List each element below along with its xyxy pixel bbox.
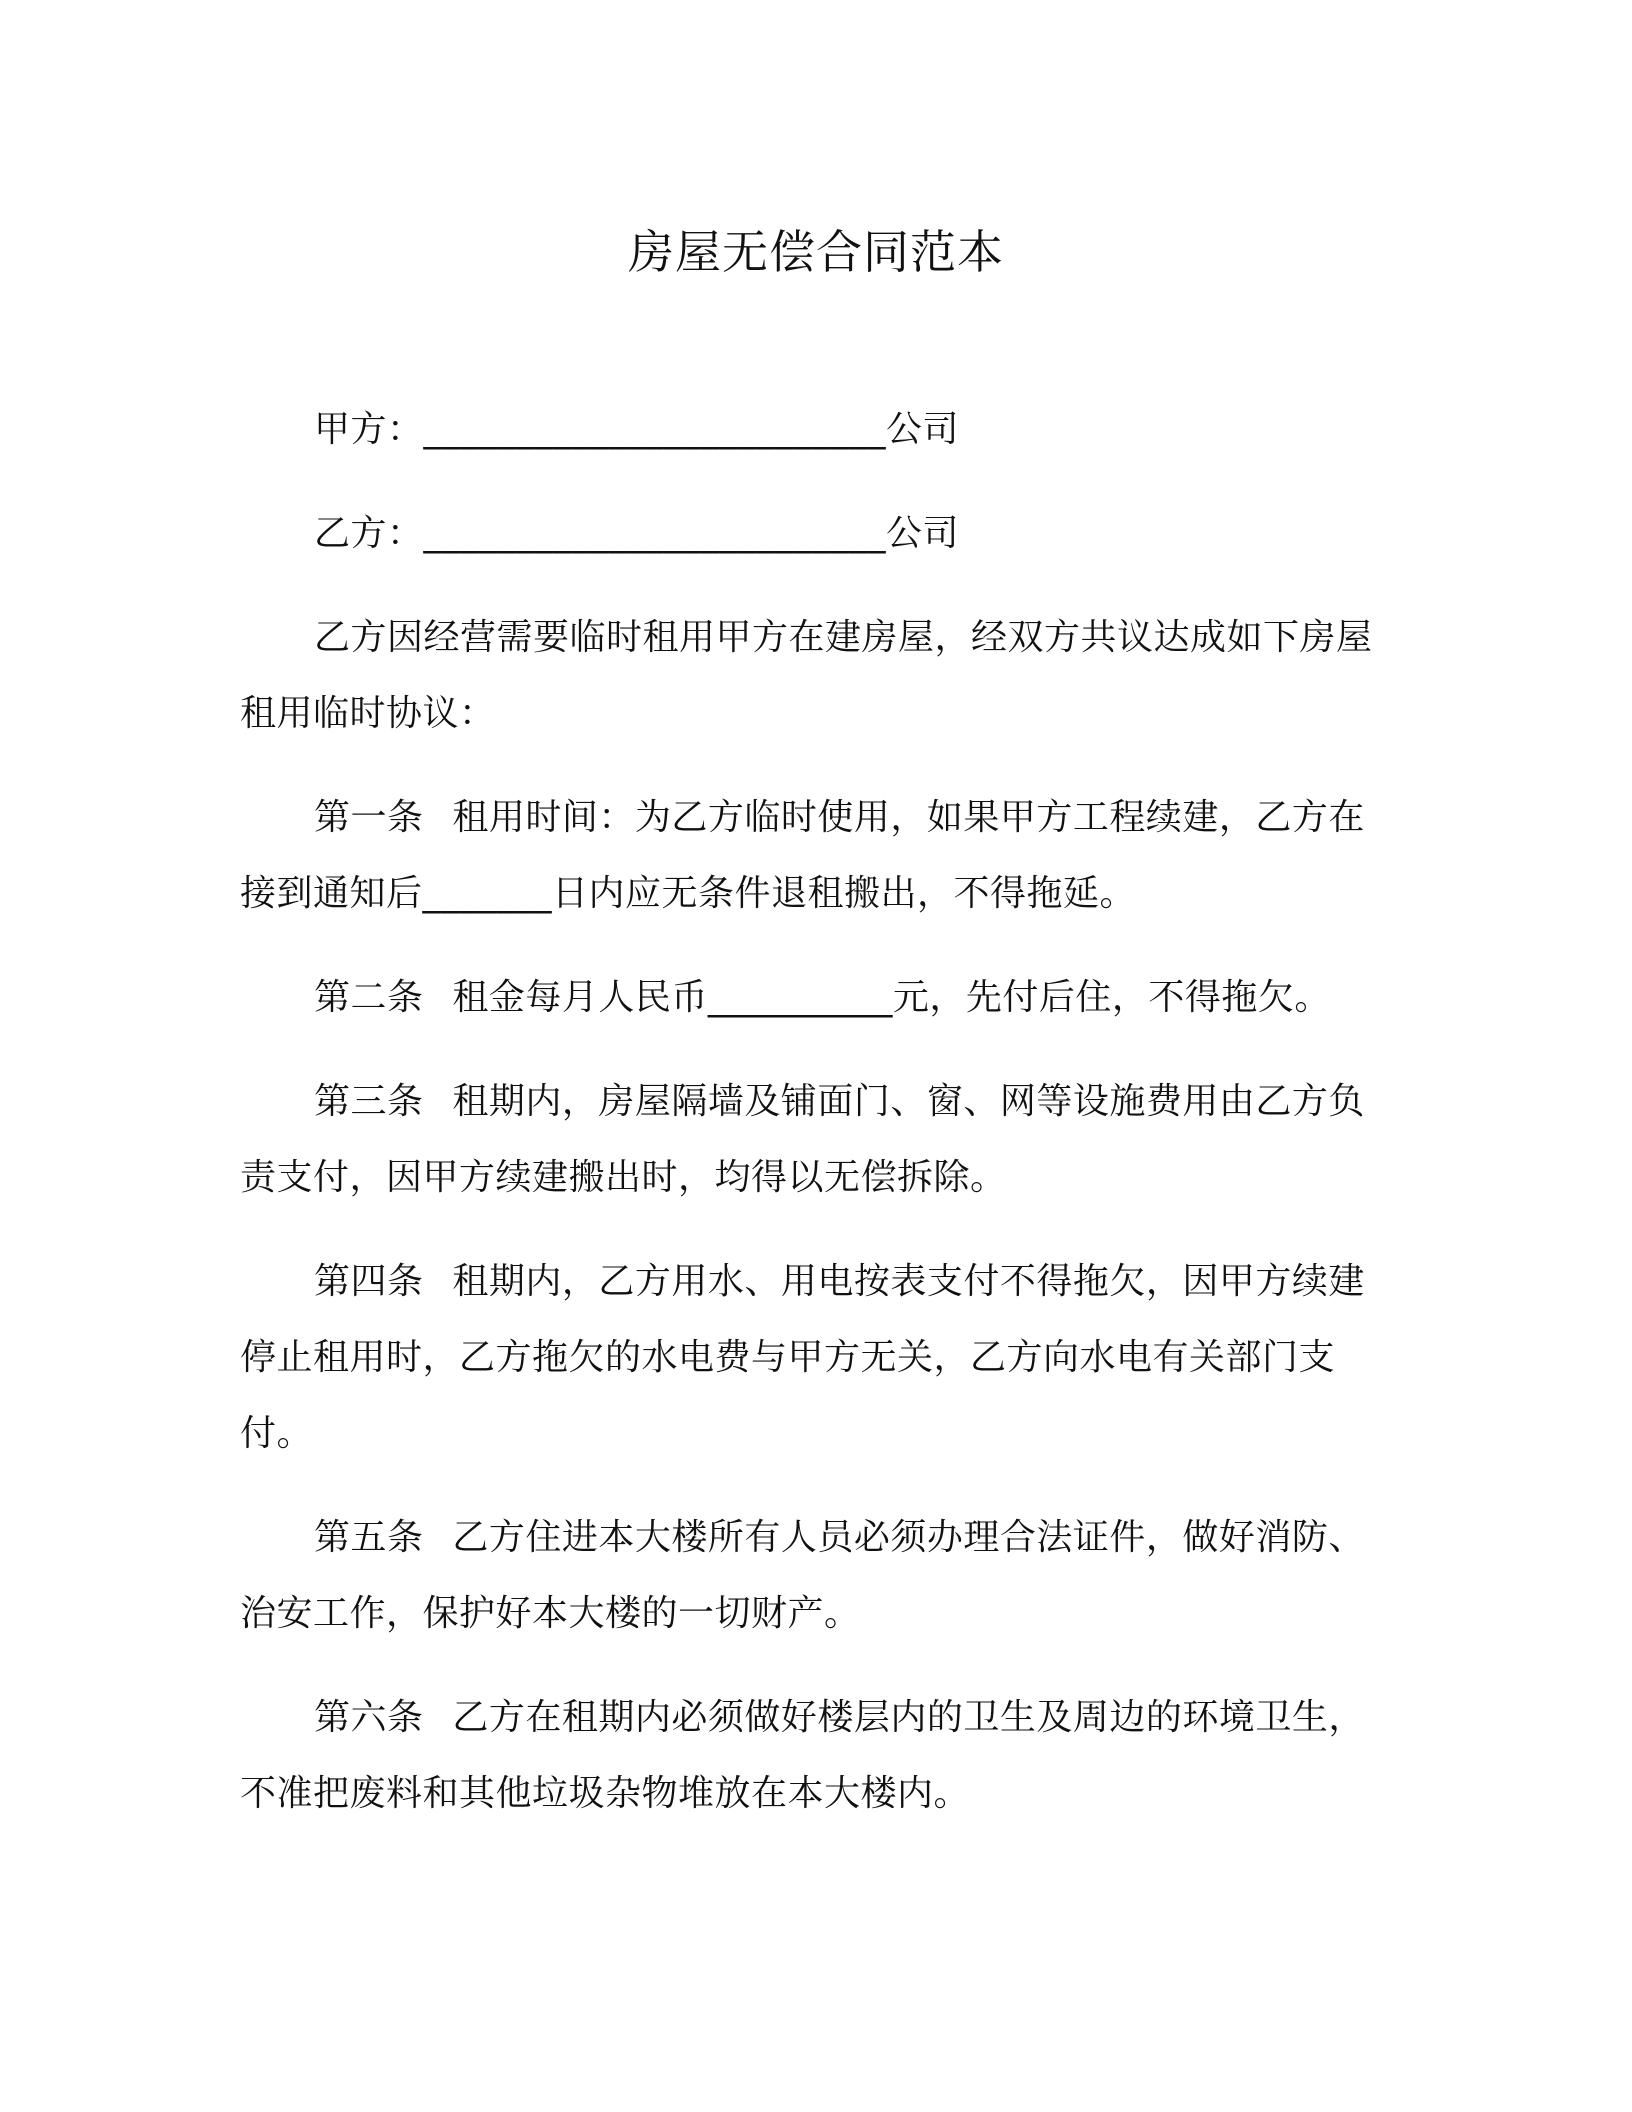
article-text: 租期内，房屋隔墙及铺面门、窗、网等设施费用由乙方负责支付，因甲方续建搬出时，均得以无偿拆除。: [240, 1081, 1365, 1198]
article-label: 第五条: [314, 1517, 424, 1558]
article-text: 乙方在租期内必须做好楼层内的卫生及周边的环境卫生，不准把废料和其他垃圾杂物堆放在本大楼内。: [240, 1697, 1365, 1814]
article-3: [240, 1064, 1376, 1216]
article-2: [240, 960, 1376, 1036]
article-1: [240, 780, 1376, 932]
article-4: [240, 1244, 1376, 1472]
article-6: [240, 1680, 1376, 1832]
article-text: 租期内，乙方用水、用电按表支付不得拖欠，因甲方续建停止租用时，乙方拖欠的水电费与甲方无关，乙方向水电有关部门支付。: [240, 1261, 1365, 1454]
party-a-line: 甲方：_________________________公司: [314, 409, 960, 450]
intro-paragraph: 乙方因经营需要临时租用甲方在建房屋，经双方共议达成如下房屋租用临时协议：: [240, 617, 1373, 734]
document-body: [240, 392, 1376, 1860]
article-label: 第三条: [314, 1081, 424, 1122]
article-text: 租金每月人民币__________元，先付后住，不得拖欠。: [452, 977, 1331, 1018]
party-b-line: 乙方：_________________________公司: [314, 513, 960, 554]
article-label: 第一条: [314, 797, 424, 838]
article-label: 第四条: [314, 1261, 424, 1302]
article-text: 乙方住进本大楼所有人员必须办理合法证件，做好消防、治安工作，保护好本大楼的一切财产。: [240, 1517, 1365, 1634]
article-5: [240, 1500, 1376, 1652]
article-label: 第二条: [314, 977, 424, 1018]
article-text: 租用时间：为乙方临时使用，如果甲方工程续建，乙方在接到通知后_______日内应无条件退租搬出，不得拖延。: [240, 797, 1365, 914]
document-title: 房屋无偿合同范本: [628, 225, 1004, 279]
article-label: 第六条: [314, 1697, 424, 1738]
